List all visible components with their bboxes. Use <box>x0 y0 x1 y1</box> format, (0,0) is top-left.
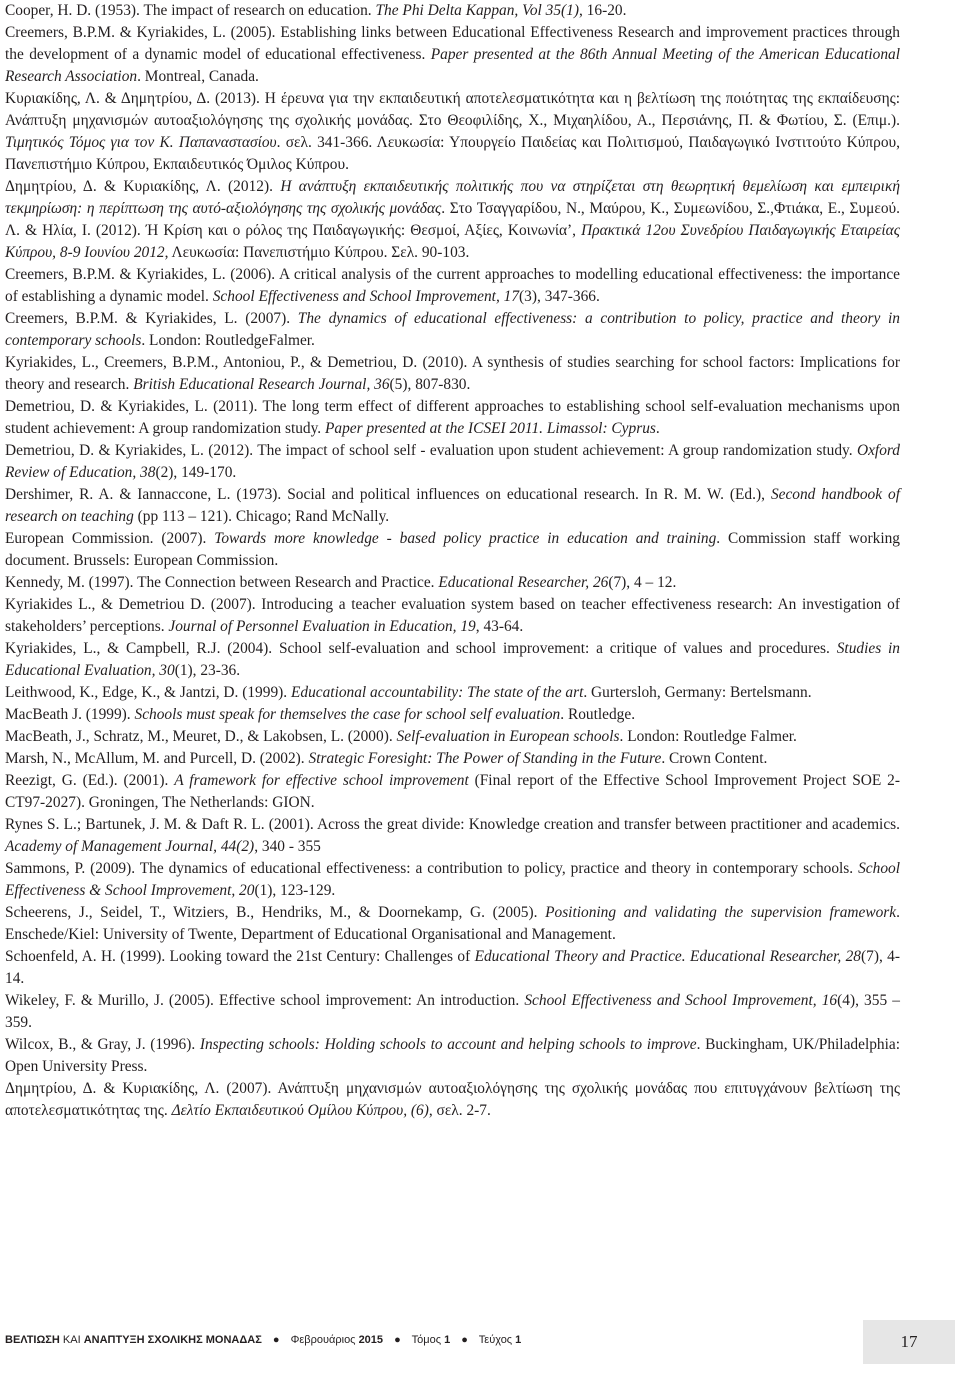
reference-entry <box>5 22 900 88</box>
reference-text: . London: Routledge Falmer. <box>619 728 797 745</box>
reference-title-italic: Oxford Review of Education, 38 <box>5 442 900 481</box>
reference-text: . Crown Content. <box>661 750 768 767</box>
reference-title-italic: Paper presented at the 86th Annual Meeting of the American Educational Research Association <box>5 46 900 85</box>
reference-text: Cooper, H. D. (1953). The impact of research on education. <box>5 2 376 19</box>
reference-title-italic: Strategic Foresight: The Power of Standing in the Future <box>308 750 662 767</box>
reference-text: Kyriakides L., & Demetriou D. (2007). Introducing a teacher evaluation system based on teacher effectiveness research: An investigation of stakeholders’ perceptions. <box>5 596 900 635</box>
reference-text: Schoenfeld, A. H. (1999). Looking toward the 21st Century: Challenges of <box>5 948 475 965</box>
reference-text: . Buckingham, UK/Philadelphia: Open University Press. <box>5 1036 900 1075</box>
reference-entry <box>5 264 900 308</box>
journal-title-part3: ΑΝΑΠΤΥΞΗ ΣΧΟΛΙΚΗΣ ΜΟΝΑΔΑΣ <box>83 1334 262 1346</box>
reference-title-italic: Self-evaluation in European schools <box>396 728 620 745</box>
reference-title-italic: School Effectiveness & School Improvement, 20 <box>5 860 900 899</box>
reference-text: . Commission staff working document. Brussels: European Commission. <box>5 530 900 569</box>
reference-title-italic: The Phi Delta Kappan, Vol 35(1) <box>375 2 579 19</box>
reference-text: Wilcox, B., & Gray, J. (1996). <box>5 1036 200 1053</box>
reference-entry <box>5 946 900 990</box>
reference-title-italic: Journal of Personnel Evaluation in Education, 19 <box>168 618 476 635</box>
page-number: 17 <box>900 1332 918 1351</box>
issue-year: 2015 <box>358 1334 384 1346</box>
reference-text: . London: RoutledgeFalmer. <box>141 332 315 349</box>
reference-text: , Λευκωσία: Πανεπιστήμιο Κύπρου. Σελ. 90-103. <box>164 244 470 261</box>
reference-text: Creemers, B.P.M. & Kyriakides, L. (2006). A critical analysis of the current approaches to modelling educational effectiveness: the importance of establishing a dynamic model. <box>5 266 900 305</box>
journal-title-part1: ΒΕΛΤΙΩΣΗ <box>5 1334 60 1346</box>
reference-text: (2), 149-170. <box>155 464 237 481</box>
reference-title-italic: A framework for effective school improvement <box>174 772 469 789</box>
reference-entry <box>5 814 900 858</box>
volume-number: 1 <box>444 1334 451 1346</box>
reference-entry <box>5 770 900 814</box>
reference-text: MacBeath, J., Schratz, M., Meuret, D., & Lakobsen, L. (2000). <box>5 728 397 745</box>
reference-text: Sammons, P. (2009). The dynamics of educational effectiveness: a contribution to policy, practice and theory in contemporary schools. <box>5 860 859 877</box>
reference-title-italic: Educational Theory and Practice. Educational Researcher, 28 <box>474 948 862 965</box>
reference-entry <box>5 748 900 770</box>
reference-text: Wikeley, F. & Murillo, J. (2005). Effective school improvement: An introduction. <box>5 992 525 1009</box>
reference-title-italic: Educational Researcher, 26 <box>438 574 609 591</box>
reference-entry <box>5 572 900 594</box>
page-number-box <box>863 1320 955 1364</box>
reference-title-italic: Πρακτικά 12ου Συνεδρίου Παιδαγωγικής Εταιρείας Κύπρου, 8-9 Ιουνίου 2012 <box>5 222 900 261</box>
reference-text: Kyriakides, L., & Campbell, R.J. (2004). School self-evaluation and school improvement: a critique of values and procedures. <box>5 640 837 657</box>
reference-text: European Commission. (2007). <box>5 530 215 547</box>
issue-label: Τεύχος <box>478 1334 513 1346</box>
reference-entry <box>5 1034 900 1078</box>
reference-entry <box>5 352 900 396</box>
reference-text: (pp 113 – 121). Chicago; Rand McNally. <box>133 508 390 525</box>
reference-title-italic: Studies in Educational Evaluation, 30 <box>5 640 900 679</box>
reference-title-italic: Paper presented at the ICSEI 2011. Limassol: Cyprus <box>325 420 656 437</box>
reference-title-italic: Towards more knowledge - based policy practice in education and training <box>214 530 717 547</box>
reference-text: (7), 4 – 12. <box>608 574 677 591</box>
reference-entry <box>5 594 900 638</box>
reference-text: , 16-20. <box>578 2 627 19</box>
reference-text: . Gurtersloh, Germany: Bertelsmann. <box>583 684 812 701</box>
reference-title-italic: Second handbook of research on teaching <box>5 486 900 525</box>
reference-entry <box>5 528 900 572</box>
reference-entry <box>5 484 900 528</box>
reference-text: Δημητρίου, Δ. & Κυριακίδης, Λ. (2012). <box>5 178 281 195</box>
reference-title-italic: School Effectiveness and School Improvement, 16 <box>524 992 838 1009</box>
reference-text: Κυριακίδης, Λ. & Δημητρίου, Δ. (2013). Η έρευνα για την εκπαιδευτική αποτελεσματικότητα και η βελτίωση της ποιότητας της εκπαίδευσης: Ανάπτυξη μηχανισμών αυτοαξιολόγησης της σχολικής μονάδας. Στο Θεοφιλίδης, Χ., Μιχαηλίδου, Α., Περσιάνης, Π. & Φωτίου, Σ. (Επιμ.). <box>5 90 900 129</box>
reference-title-italic: Τιμητικός Τόμος για τον Κ. Παπαναστασίου <box>5 134 277 151</box>
reference-text: . σελ. 341-366. Λευκωσία: Υπουργείο Παιδείας και Πολιτισμού, Παιδαγωγικό Ινστιτούτο Κύπρου, Πανεπιστήμιο Κύπρου, Εκπαιδευτικός Όμιλος Κύπρου. <box>5 134 900 173</box>
bullet-separator: ● <box>272 1334 280 1346</box>
reference-text: Creemers, B.P.M. & Kyriakides, L. (2007). <box>5 310 298 327</box>
reference-entry <box>5 0 900 22</box>
reference-text: Kennedy, M. (1997). The Connection between Research and Practice. <box>5 574 439 591</box>
reference-text: . Routledge. <box>560 706 636 723</box>
journal-title-part2: ΚΑΙ <box>62 1334 81 1346</box>
reference-text: Scheerens, J., Seidel, T., Witziers, B., Hendriks, M., & Doornekamp, G. (2005). <box>5 904 546 921</box>
bullet-separator: ● <box>394 1334 401 1346</box>
reference-text: Demetriou, D. & Kyriakides, L. (2011). The long term effect of different approaches to establishing school self-evaluation mechanisms upon student achievement: A group randomization study. <box>5 398 900 437</box>
reference-text: , 340 - 355 <box>254 838 321 855</box>
volume-label: Τόμος <box>411 1334 442 1346</box>
reference-text: (4), 355 – 359. <box>5 992 900 1031</box>
reference-entry <box>5 638 900 682</box>
reference-text: (7), 4-14. <box>5 948 901 987</box>
reference-text: Dershimer, R. A. & Iannaccone, L. (1973). Social and political influences on educational research. In R. M. W. (Ed.), <box>5 486 771 503</box>
issue-month: Φεβρουάριος <box>290 1334 356 1346</box>
reference-text: (Final report of the Effective School Improvement Project SOE 2-CT97-2027). Groningen, The Netherlands: GION. <box>5 772 901 811</box>
reference-text: (1), 123-129. <box>254 882 336 899</box>
reference-title-italic: Positioning and validating the supervision framework <box>545 904 897 921</box>
reference-text: Kyriakides, L., Creemers, B.P.M., Antoniou, P., & Demetriou, D. (2010). A synthesis of studies searching for school factors: Implications for theory and research. <box>5 354 900 393</box>
reference-text: Reezigt, G. (Ed.). (2001). <box>5 772 175 789</box>
reference-entry <box>5 704 900 726</box>
reference-text: , 43-64. <box>475 618 524 635</box>
reference-text: MacBeath J. (1999). <box>5 706 135 723</box>
reference-title-italic: Inspecting schools: Holding schools to account and helping schools to improve <box>199 1036 697 1053</box>
issue-number: 1 <box>515 1334 522 1346</box>
reference-text: . Στο Τσαγγαρίδου, Ν., Μαύρου, Κ., Συμεωνίδου, Σ.,Φτιάκα, Ε., Συμεού. Λ. & Ηλία, Ι. (2012). Ή Κρίση και ο ρόλος της Παιδαγωγικής: Θεσμοί, Αξίες, Κοινωνία’, <box>5 200 900 239</box>
reference-title-italic: Schools must speak for themselves the case for school self evaluation <box>134 706 561 723</box>
reference-entry <box>5 858 900 902</box>
reference-text: Creemers, B.P.M. & Kyriakides, L. (2005). Establishing links between Educational Effectiveness Research and improvement practices through the development of a dynamic model of educational effectiveness. <box>5 24 900 63</box>
reference-text: Demetriou, D. & Kyriakides, L. (2012). The impact of school self - evaluation upon student achievement: A group randomization study. <box>5 442 857 459</box>
reference-text: Rynes S. L.; Bartunek, J. M. & Daft R. L. (2001). Across the great divide: Knowledge creation and transfer between practitioner and academics. <box>5 816 900 833</box>
reference-title-italic: The dynamics of educational effectiveness: a contribution to policy, practice and theory in contemporary schools <box>5 310 900 349</box>
reference-entry <box>5 682 900 704</box>
reference-entry <box>5 396 900 440</box>
reference-text: (5), 807-830. <box>389 376 471 393</box>
reference-text: . Enschede/Kiel: University of Twente, Department of Educational Organisational and Management. <box>5 904 900 943</box>
reference-text: Δημητρίου, Δ. & Κυριακίδης, Λ. (2007). Ανάπτυξη μηχανισμών αυτοαξιολόγησης της σχολικής μονάδας που επιτυγχάνουν βελτίωση της αποτελεσματικότητας της. <box>5 1080 900 1119</box>
page-footer <box>5 1330 955 1360</box>
reference-entry <box>5 902 900 946</box>
reference-entry <box>5 440 900 484</box>
reference-text: (1), 23-36. <box>174 662 241 679</box>
running-footer <box>5 1334 521 1346</box>
reference-entry <box>5 308 900 352</box>
reference-text: . Montreal, Canada. <box>137 68 259 85</box>
reference-entry <box>5 726 900 748</box>
reference-title-italic: Educational accountability: The state of the art <box>290 684 584 701</box>
reference-entry <box>5 990 900 1034</box>
reference-list <box>5 0 900 1122</box>
reference-entry <box>5 88 900 176</box>
reference-page <box>5 0 900 1122</box>
reference-text: , σελ. 2-7. <box>428 1102 491 1119</box>
reference-text: . <box>655 420 660 437</box>
reference-text: (3), 347-366. <box>519 288 600 305</box>
reference-entry <box>5 176 900 264</box>
reference-title-italic: Η ανάπτυξη εκπαιδευτικής πολιτικής που να στηρίζεται στη θεωρητική θεμελίωση και εμπειρική τεκμηρίωση: η περίπτωση της αυτό-αξιολόγησης της σχολικής μονάδας <box>5 178 900 217</box>
reference-title-italic: School Effectiveness and School Improvement, 17 <box>212 288 520 305</box>
reference-text: Marsh, N., McAllum, M. and Purcell, D. (2002). <box>5 750 309 767</box>
reference-title-italic: British Educational Research Journal, 36 <box>133 376 390 393</box>
reference-text: Leithwood, K., Edge, K., & Jantzi, D. (1999). <box>5 684 291 701</box>
reference-title-italic: Academy of Management Journal, 44(2) <box>5 838 255 855</box>
bullet-separator: ● <box>461 1334 468 1346</box>
reference-entry <box>5 1078 900 1122</box>
reference-title-italic: Δελτίο Εκπαιδευτικού Ομίλου Κύπρου, (6) <box>171 1102 429 1119</box>
